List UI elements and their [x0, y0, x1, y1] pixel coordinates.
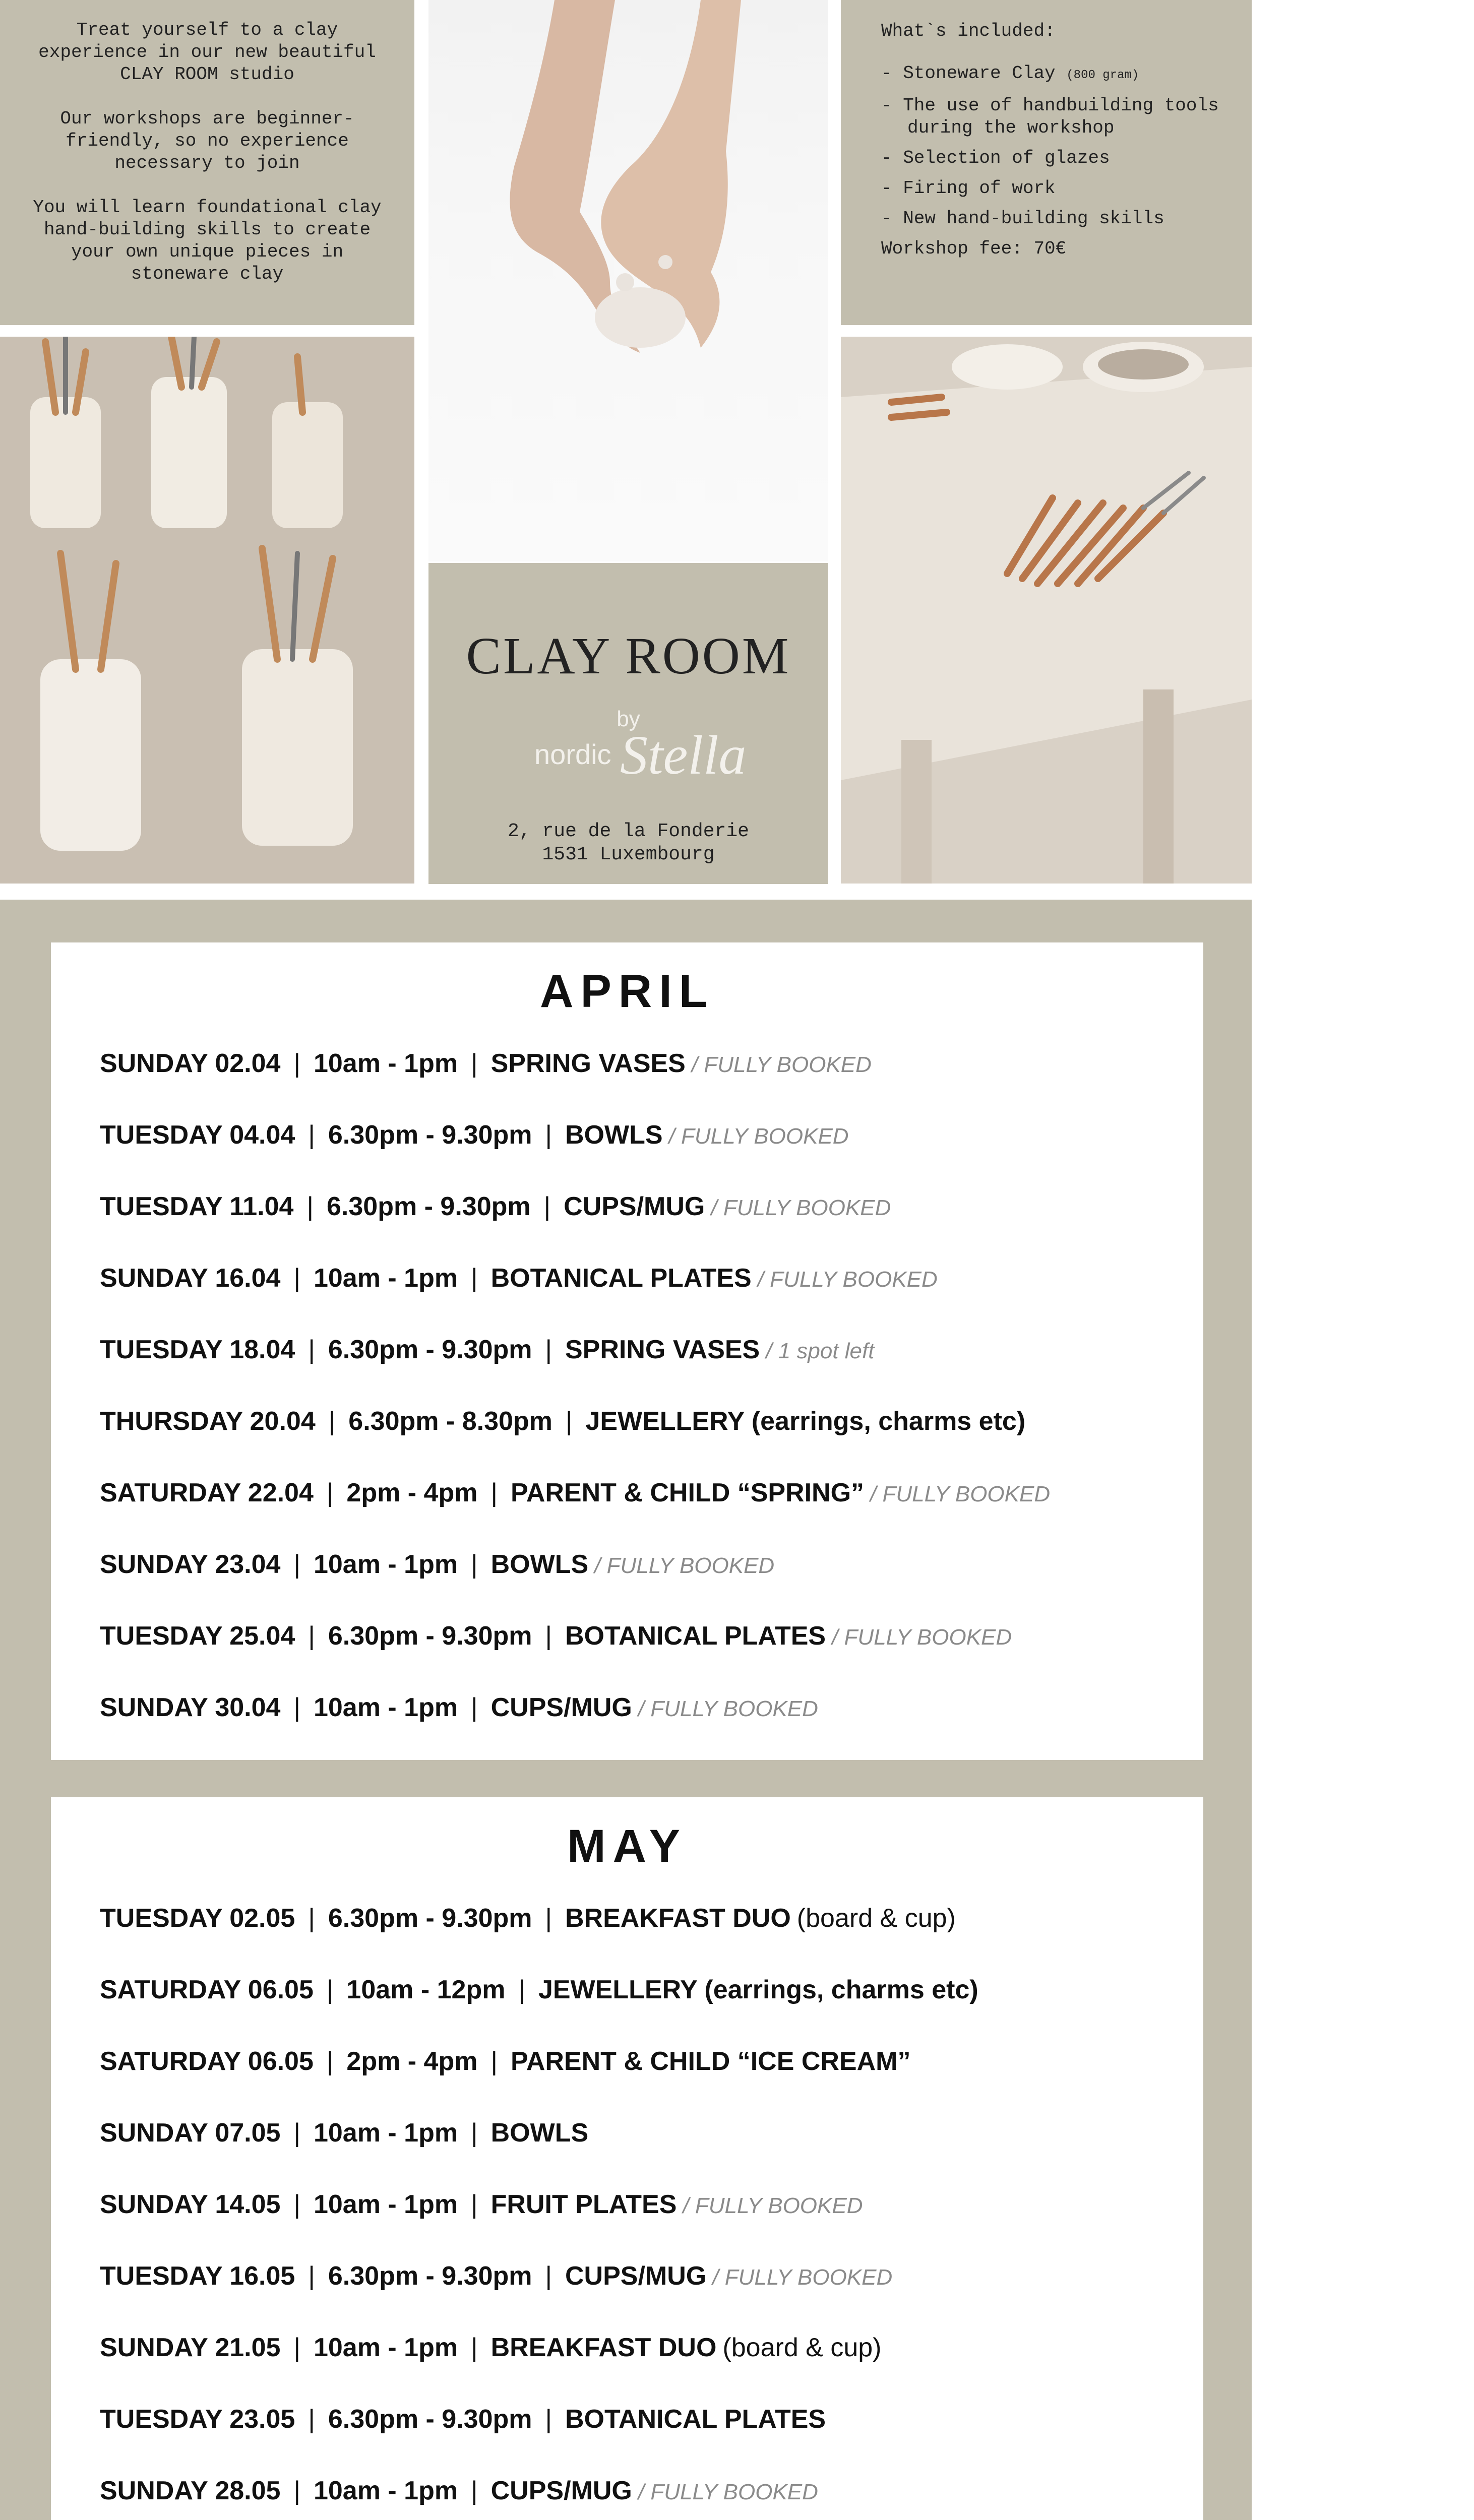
workshop-title: SPRING VASES	[565, 1335, 760, 1364]
workshop-title: BREAKFAST DUO	[490, 2333, 717, 2362]
workshop-date: SUNDAY 02.04	[100, 1049, 281, 1078]
workshop-row	[100, 1048, 872, 1079]
brand-by: by	[617, 707, 640, 731]
separator: |	[308, 1335, 315, 1364]
workshop-date: SATURDAY 06.05	[100, 2047, 314, 2076]
separator: |	[471, 1550, 478, 1579]
included-item: - The use of handbuilding tools during the workshop	[881, 95, 1219, 138]
separator: |	[328, 1407, 336, 1436]
workshop-title: BOTANICAL PLATES	[565, 2405, 826, 2434]
separator: |	[308, 1904, 315, 1933]
address-line: 1531 Luxembourg	[542, 844, 715, 865]
intro-paragraph: Treat yourself to a clay experience in our new beautiful CLAY ROOM studio	[38, 20, 376, 85]
worktable-with-tools-photo	[841, 337, 1252, 884]
workshop-date: TUESDAY 18.04	[100, 1335, 295, 1364]
workshop-time: 6.30pm - 9.30pm	[328, 2405, 532, 2434]
separator: |	[308, 2405, 315, 2434]
workshop-date: THURSDAY 20.04	[100, 1407, 316, 1436]
pottery-tools-in-cups-photo	[0, 337, 414, 884]
separator: |	[565, 1407, 573, 1436]
workshop-row	[100, 1120, 849, 1150]
included-item-note: (800 gram)	[1066, 69, 1139, 82]
separator: |	[471, 2190, 478, 2219]
separator: |	[471, 1264, 478, 1293]
workshop-row	[100, 1478, 1050, 1508]
address-line: 2, rue de la Fonderie	[508, 821, 749, 842]
separator: |	[293, 1264, 300, 1293]
workshop-row	[100, 2189, 863, 2220]
booking-status: / FULLY BOOKED	[711, 1195, 891, 1220]
workshop-time: 6.30pm - 9.30pm	[328, 1621, 532, 1651]
workshop-date: TUESDAY 16.05	[100, 2261, 295, 2291]
workshop-date: SUNDAY 14.05	[100, 2190, 281, 2219]
workshop-row	[100, 2261, 892, 2291]
workshop-date: SUNDAY 07.05	[100, 2118, 281, 2148]
workshop-title: JEWELLERY (earrings, charms etc)	[585, 1407, 1026, 1436]
separator: |	[326, 1975, 334, 2004]
hands-illustration	[428, 0, 828, 561]
workshop-time: 10am - 12pm	[346, 1975, 506, 2004]
studio-address	[428, 820, 828, 866]
separator: |	[545, 1904, 552, 1933]
workshop-time: 10am - 1pm	[313, 1049, 458, 1078]
workshop-title: BOTANICAL PLATES	[565, 1621, 826, 1651]
booking-status: / FULLY BOOKED	[683, 2193, 863, 2218]
workshop-time: 10am - 1pm	[313, 1264, 458, 1293]
workshop-row	[100, 2404, 826, 2434]
workshop-time: 6.30pm - 9.30pm	[328, 1335, 532, 1364]
included-item	[881, 62, 1232, 87]
workshop-time: 2pm - 4pm	[346, 2047, 478, 2076]
workshop-time: 10am - 1pm	[313, 2118, 458, 2148]
separator: |	[293, 1693, 300, 1722]
separator: |	[471, 2333, 478, 2362]
workshop-date: SUNDAY 30.04	[100, 1693, 281, 1722]
included-item: - New hand-building skills	[881, 208, 1164, 229]
separator: |	[545, 1335, 552, 1364]
workshop-date: TUESDAY 02.05	[100, 1904, 295, 1933]
workshop-title: BOTANICAL PLATES	[490, 1264, 752, 1293]
separator: |	[293, 1550, 300, 1579]
workshop-row	[100, 1975, 978, 2005]
workshop-row	[100, 2046, 910, 2076]
separator: |	[326, 1478, 334, 1507]
workshop-title: SPRING VASES	[490, 1049, 686, 1078]
workshop-time: 6.30pm - 9.30pm	[328, 1904, 532, 1933]
included-heading: What`s included:	[881, 21, 1056, 41]
workshop-time: 6.30pm - 8.30pm	[348, 1407, 552, 1436]
separator: |	[518, 1975, 525, 2004]
workshop-title: CUPS/MUG	[565, 2261, 707, 2291]
brand-nordic: nordic	[534, 738, 611, 770]
workshop-time: 10am - 1pm	[313, 2333, 458, 2362]
booking-status: / FULLY BOOKED	[691, 1052, 872, 1077]
separator: |	[471, 2118, 478, 2148]
booking-status: / FULLY BOOKED	[832, 1625, 1012, 1650]
workshop-title: BREAKFAST DUO	[565, 1904, 791, 1933]
workshop-time: 2pm - 4pm	[346, 1478, 478, 1507]
workshop-time: 10am - 1pm	[313, 1550, 458, 1579]
workshop-time: 10am - 1pm	[313, 1693, 458, 1722]
separator: |	[293, 2333, 300, 2362]
workshop-title: PARENT & CHILD “ICE CREAM”	[511, 2047, 911, 2076]
workshop-extra: (board & cup)	[722, 2333, 882, 2362]
intro-paragraph: You will learn foundational clay hand-building skills to create your own unique pieces in stoneware clay	[33, 197, 382, 284]
workshop-date: SUNDAY 16.04	[100, 1264, 281, 1293]
intro-text-panel	[0, 0, 414, 325]
separator: |	[293, 2190, 300, 2219]
separator: |	[543, 1192, 551, 1221]
separator: |	[293, 2118, 300, 2148]
separator: |	[490, 2047, 498, 2076]
hands-with-clay-photo	[428, 0, 828, 561]
workshop-row	[100, 1549, 774, 1580]
workshop-title: JEWELLERY (earrings, charms etc)	[538, 1975, 978, 2004]
workshop-row	[100, 1621, 1012, 1651]
separator: |	[545, 1621, 552, 1651]
workshop-title: BOWLS	[490, 2118, 589, 2148]
table-illustration	[841, 337, 1252, 884]
workshop-title: FRUIT PLATES	[490, 2190, 677, 2219]
separator: |	[471, 1693, 478, 1722]
workshop-row	[100, 1903, 956, 1933]
separator: |	[326, 2047, 334, 2076]
separator: |	[293, 1049, 300, 1078]
workshop-date: TUESDAY 04.04	[100, 1120, 295, 1150]
workshop-date: SUNDAY 23.04	[100, 1550, 281, 1579]
separator: |	[306, 1192, 314, 1221]
workshop-row	[100, 2476, 818, 2506]
separator: |	[545, 1120, 552, 1150]
workshop-date: TUESDAY 25.04	[100, 1621, 295, 1651]
separator: |	[308, 1120, 315, 1150]
separator: |	[490, 1478, 498, 1507]
workshop-time: 10am - 1pm	[313, 2476, 458, 2505]
included-item: - Selection of glazes	[881, 148, 1110, 168]
workshop-title: CUPS/MUG	[490, 2476, 632, 2505]
workshop-date: SUNDAY 21.05	[100, 2333, 281, 2362]
workshop-title: BOWLS	[565, 1120, 663, 1150]
workshop-fee: Workshop fee: 70€	[881, 238, 1067, 259]
separator: |	[545, 2261, 552, 2291]
workshop-time: 10am - 1pm	[313, 2190, 458, 2219]
included-item: - Firing of work	[881, 178, 1056, 199]
workshop-date: TUESDAY 23.05	[100, 2405, 295, 2434]
separator: |	[308, 1621, 315, 1651]
workshop-title: BOWLS	[490, 1550, 589, 1579]
brand-title: CLAY ROOM	[466, 627, 791, 685]
workshop-row	[100, 2333, 881, 2363]
workshop-extra: (board & cup)	[796, 1904, 956, 1933]
booking-status: / FULLY BOOKED	[638, 1696, 818, 1721]
month-heading: APRIL	[540, 966, 714, 1017]
included-panel	[841, 0, 1252, 325]
separator: |	[471, 2476, 478, 2505]
booking-status: / 1 spot left	[766, 1339, 875, 1363]
month-card-0	[51, 942, 1203, 1760]
workshop-row	[100, 2118, 588, 2148]
clay-room-logo-panel	[428, 563, 828, 884]
workshop-row	[100, 1191, 891, 1222]
workshop-time: 6.30pm - 9.30pm	[328, 1120, 532, 1150]
workshop-title: PARENT & CHILD “SPRING”	[511, 1478, 865, 1507]
separator: |	[471, 1049, 478, 1078]
separator: |	[293, 2476, 300, 2505]
booking-status: / FULLY BOOKED	[638, 2480, 818, 2504]
booking-status: / FULLY BOOKED	[712, 2265, 893, 2290]
workshop-title: CUPS/MUG	[490, 1693, 632, 1722]
included-item-text: - Stoneware Clay	[881, 63, 1056, 84]
workshop-row	[100, 1263, 938, 1293]
separator: |	[545, 2405, 552, 2434]
workshop-row	[100, 1692, 818, 1723]
separator: |	[308, 2261, 315, 2291]
workshop-date: SATURDAY 06.05	[100, 1975, 314, 2004]
workshop-row	[100, 1335, 874, 1365]
workshop-time: 6.30pm - 9.30pm	[326, 1192, 531, 1221]
intro-paragraph: Our workshops are beginner-friendly, so no experience necessary to join	[60, 108, 354, 173]
workshop-row	[100, 1406, 1025, 1436]
workshop-time: 6.30pm - 9.30pm	[328, 2261, 532, 2291]
month-card-1	[51, 1797, 1203, 2520]
booking-status: / FULLY BOOKED	[870, 1482, 1051, 1506]
workshop-date: SATURDAY 22.04	[100, 1478, 314, 1507]
month-heading: MAY	[567, 1820, 687, 1872]
tools-illustration	[0, 337, 414, 884]
workshop-date: TUESDAY 11.04	[100, 1192, 294, 1221]
workshop-title: CUPS/MUG	[564, 1192, 705, 1221]
booking-status: / FULLY BOOKED	[757, 1267, 938, 1292]
booking-status: / FULLY BOOKED	[668, 1124, 849, 1149]
workshop-date: SUNDAY 28.05	[100, 2476, 281, 2505]
brand-stella: Stella	[620, 724, 747, 786]
booking-status: / FULLY BOOKED	[594, 1553, 775, 1578]
